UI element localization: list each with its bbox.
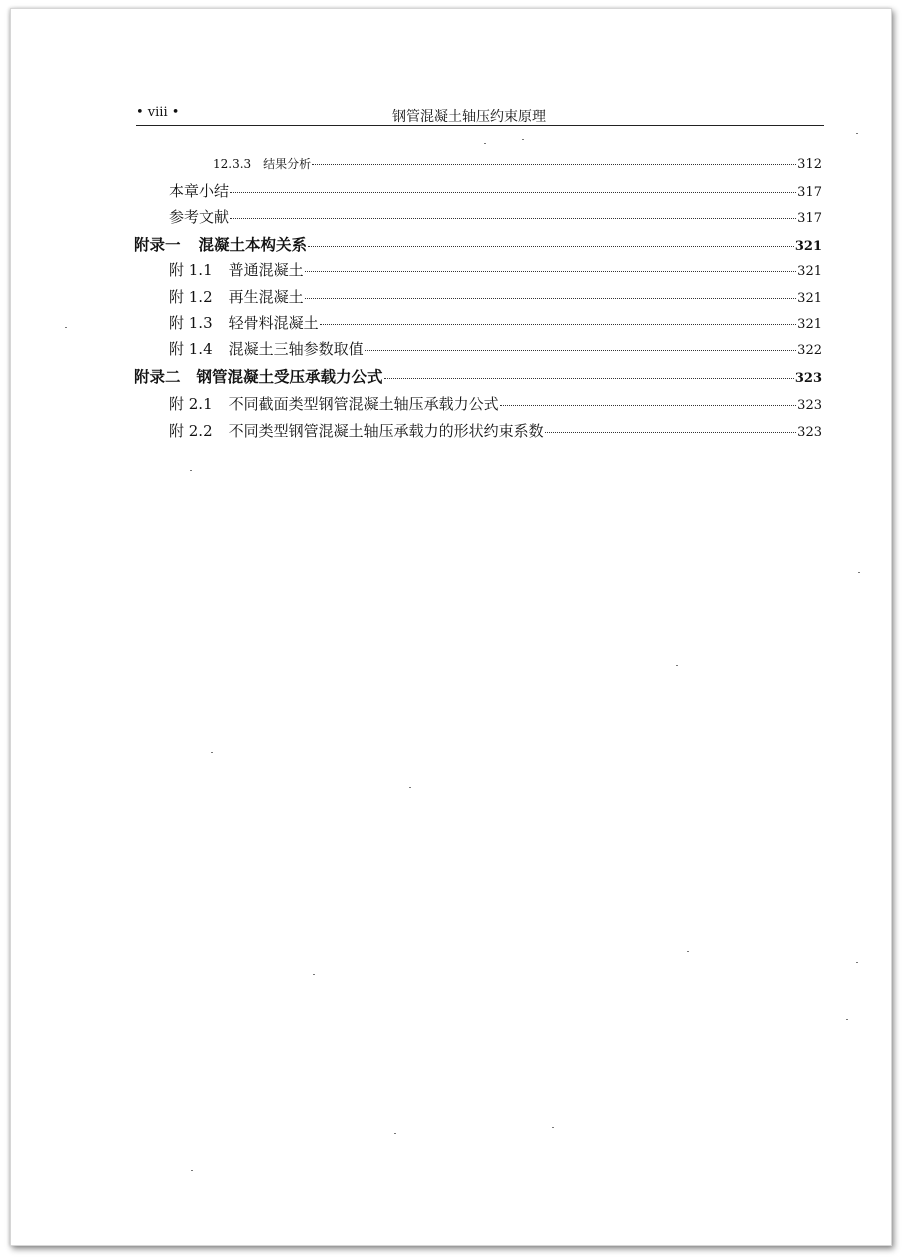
toc-entry-page: 317: [797, 185, 822, 200]
scan-speck: [409, 787, 411, 788]
scan-speck: [846, 1019, 848, 1020]
scan-speck: [65, 327, 67, 328]
toc-entry-number: 附录二: [134, 367, 181, 386]
toc-entry-page: 321: [794, 239, 822, 254]
toc-entry-title: 轻骨料混凝土: [228, 314, 319, 332]
scan-speck: [211, 752, 213, 753]
scan-speck: [191, 1170, 193, 1171]
dot-leader: [365, 350, 797, 351]
toc-entry-title: 不同类型钢管混凝土轴压承载力的形状约束系数: [228, 422, 544, 440]
dot-leader: [500, 405, 797, 406]
toc-entry-number: 12.3.3: [213, 157, 252, 171]
toc-entry-12-3-3[interactable]: [213, 155, 822, 172]
toc-entry-number: 附 1.3: [169, 314, 213, 332]
toc-entry-number: 附 1.1: [169, 261, 213, 279]
toc-entry-references[interactable]: [169, 206, 822, 227]
scan-speck: [552, 1127, 554, 1128]
scan-speck: [676, 665, 678, 666]
toc-entry-title: 本章小结: [169, 182, 230, 200]
toc-entry-page: 321: [797, 317, 822, 332]
toc-entry-number: 附 2.2: [169, 422, 213, 440]
toc-entry-chapter-summary[interactable]: [169, 180, 822, 201]
toc-entry-page: 322: [797, 343, 822, 358]
scan-speck: [313, 974, 315, 975]
toc-entry-number: 附录一: [134, 235, 181, 254]
toc-entry-title: 再生混凝土: [228, 288, 304, 306]
toc-entry-number: 附 2.1: [169, 395, 213, 413]
toc-entry-appendix-2-1[interactable]: [169, 393, 822, 414]
scan-speck: [856, 133, 858, 134]
toc-entry-appendix-1[interactable]: [134, 233, 822, 255]
toc-entry-page: 321: [797, 291, 822, 306]
toc-entry-number: 附 1.2: [169, 288, 213, 306]
toc-entry-appendix-1-4[interactable]: [169, 338, 822, 359]
dot-leader: [308, 246, 794, 247]
dot-leader: [320, 324, 797, 325]
toc-entry-title: 参考文献: [169, 208, 230, 226]
toc-entry-appendix-1-1[interactable]: [169, 259, 822, 280]
toc-entry-page: 323: [797, 425, 822, 440]
toc-entry-appendix-1-2[interactable]: [169, 286, 822, 307]
toc-entry-page: 312: [797, 157, 822, 172]
toc-entry-appendix-2[interactable]: [134, 365, 822, 387]
dot-leader: [384, 378, 794, 379]
scan-speck: [858, 572, 860, 573]
dot-leader: [545, 432, 797, 433]
scan-speck: [394, 1133, 396, 1134]
toc-entry-title: 钢管混凝土受压承载力公式: [196, 367, 383, 386]
toc-entry-title: 普通混凝土: [228, 261, 304, 279]
dot-leader: [312, 164, 796, 165]
toc-entry-page: 323: [797, 398, 822, 413]
toc-entry-title: 结果分析: [263, 157, 312, 171]
page-number: • viii •: [136, 105, 180, 120]
toc-entry-page: 321: [797, 264, 822, 279]
dot-leader: [305, 271, 797, 272]
toc-entry-title: 混凝土三轴参数取值: [228, 340, 364, 358]
scan-speck: [687, 951, 689, 952]
toc-entry-page: 323: [794, 371, 822, 386]
toc-entry-appendix-1-3[interactable]: [169, 312, 822, 333]
toc-entry-title: 混凝土本构关系: [198, 235, 308, 254]
dot-leader: [230, 218, 796, 219]
toc-entry-appendix-2-2[interactable]: [169, 420, 822, 441]
toc-entry-page: 317: [797, 211, 822, 226]
scan-speck: [484, 143, 486, 144]
running-title: 钢管混凝土轴压约束原理: [392, 109, 546, 125]
dot-leader: [230, 192, 796, 193]
scan-speck: [856, 962, 858, 963]
toc-entry-title: 不同截面类型钢管混凝土轴压承载力公式: [228, 395, 499, 413]
running-header: [136, 103, 824, 126]
scan-speck: [190, 470, 192, 471]
scan-speck: [522, 139, 524, 140]
dot-leader: [305, 298, 797, 299]
toc-entry-number: 附 1.4: [169, 340, 213, 358]
